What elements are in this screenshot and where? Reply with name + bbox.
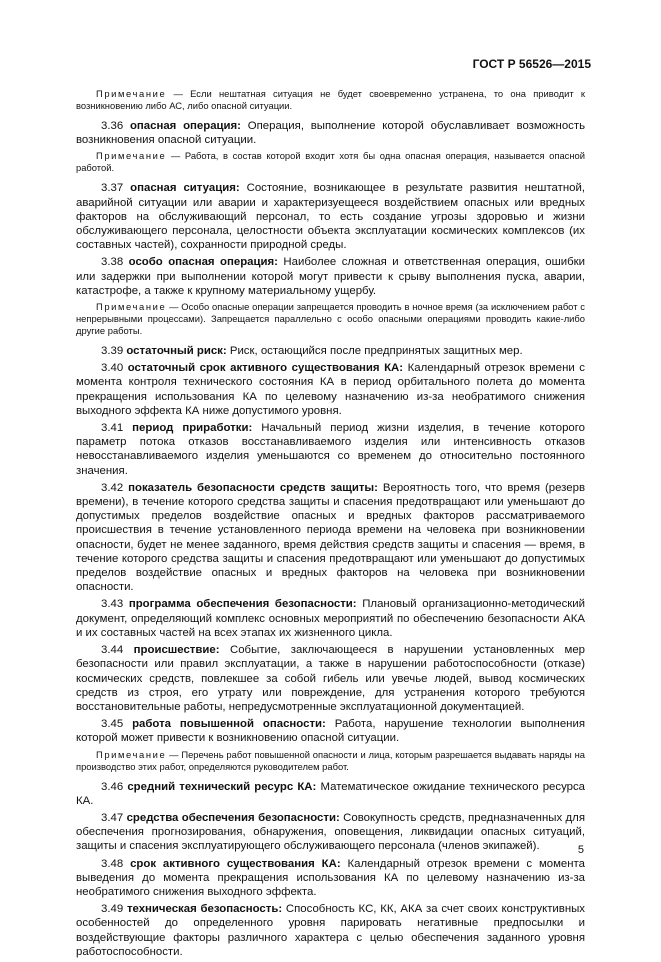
term-definition: [76, 811, 585, 854]
term-name: показатель безопасности средств защиты:: [128, 481, 378, 494]
note-label: Примечание: [96, 301, 167, 313]
note-text: — Если нештатная ситуация не будет своевременно устранена, то она приводит к возникновению либо АС, либо опасной ситуации.: [76, 88, 585, 111]
term-text: Плановый организационно-методический документ, определяющий комплекс основных мероприятий по обеспечению безопасности АКА и их составных частей на всех этапах их жизненного цикла.: [76, 598, 585, 639]
term-text: Начальный период жизни изделия, в течение которого параметр потока отказов восстанавливаемого изделия или интенсивность отказов невосстанавливаемого изделия уменьшаются со временем до относительно постоянного значения.: [76, 422, 586, 477]
note-label: Примечание: [96, 150, 167, 162]
term-name: происшествие:: [133, 644, 220, 657]
term-definition: [76, 717, 585, 745]
note-text: — Перечень работ повышенной опасности и лица, которым разрешается выдавать наряды на производство этих работ, определяются руководителем работ.: [76, 748, 585, 772]
note-paragraph: [76, 301, 585, 337]
term-definition: [76, 119, 585, 147]
note-label: Примечание: [96, 748, 167, 760]
term-number: 3.49: [101, 903, 124, 916]
term-number: 3.48: [101, 857, 124, 870]
term-number: 3.46: [101, 780, 124, 793]
page-number: 5: [577, 844, 584, 856]
document-id: ГОСТ Р 56526—2015: [472, 57, 591, 71]
term-number: 3.47: [101, 811, 124, 824]
term-text: Риск, остающийся после предпринятых защитных мер.: [226, 345, 523, 358]
document-body: [76, 88, 585, 962]
term-name: особо опасная операция:: [128, 256, 278, 269]
term-definition: [76, 481, 585, 595]
term-text: Состояние, возникающее в результате развития нештатной, аварийной ситуации или аварии и характеризуещееся воздействием опасных или вредных факторов на обслуживающий персонал, то есть создание угрозы здоровью и жизни обслуживающего персонала, целостности объекта эксплуатации космических комплексов (их составных частей), сохранности природной среды.: [76, 182, 585, 252]
term-number: 3.45: [101, 718, 124, 731]
term-number: 3.43: [101, 598, 124, 611]
term-text: Календарный отрезок времени с момента контроля технического состояния КА в период орбитального полета до момента прекращения использования КА по целевому назначению из-за необратимого снижения выходного эффекта КА ниже допустимого уровня.: [76, 362, 585, 417]
term-name: средства обеспечения безопасности:: [126, 811, 340, 824]
note-text: — Работа, в состав которой входит хотя бы одна опасная операция, называется опасной работой.: [76, 150, 585, 174]
term-text: Математическое ожидание технического ресурса КА.: [76, 780, 586, 807]
note-label: Примечание: [96, 88, 167, 99]
term-name: опасная операция:: [129, 120, 241, 132]
term-number: 3.36: [101, 120, 124, 132]
term-name: срок активного существования КА:: [130, 857, 341, 870]
term-definition: [76, 902, 585, 959]
term-definition: [76, 780, 585, 808]
term-text: Операция, выполнение которой обуславливает возможность возникновения опасной ситуации.: [76, 120, 585, 147]
term-definition: [76, 597, 585, 640]
term-name: остаточный срок активного существования КА:: [127, 362, 404, 375]
term-definition: [76, 255, 585, 298]
term-definition: [76, 421, 585, 478]
note-paragraph: [76, 150, 585, 174]
term-number: 3.38: [101, 256, 124, 269]
term-definition: [76, 361, 585, 418]
term-text: Событие, заключающееся в нарушении установленных мер безопасности или правил эксплуатации, а также в нарушении работоспособности (отказе) космических средств, повлекшее за собой гибель или увечье людей, вывод космических средств из строя, его утрату или повреждение, для устранения которого требуются восстановительные работы, непредусмотренные эксплуатационной документацией.: [76, 644, 586, 713]
term-definition: [76, 643, 585, 714]
term-number: 3.42: [101, 481, 124, 494]
note-paragraph: [76, 749, 585, 773]
term-text: Совокупность средств, предназначенных для обеспечения прогнозирования, обнаружения, оповещения, ликвидации опасных ситуаций, защиты и спасения эксплуатирующего обслуживающего персонала (членов экипажей).: [76, 811, 585, 853]
term-name: техническая безопасность:: [126, 903, 283, 916]
term-definition: [76, 857, 585, 900]
term-text: Календарный отрезок времени с момента выведения до момента прекращения использования КА по целевому назначению из-за необратимого снижения выходного эффекта.: [76, 857, 585, 898]
term-name: остаточный риск:: [126, 345, 227, 358]
term-definition: [76, 181, 585, 252]
term-definition: [76, 344, 585, 358]
term-name: период приработки:: [132, 422, 253, 435]
term-text: Наиболее сложная и ответственная операция, ошибки или задержки при выполнении которой могут привести к срыву выполнения пуска, аварии, катастрофе, а также к крупному материальному ущербу.: [76, 256, 586, 297]
term-number: 3.39: [101, 345, 124, 358]
term-number: 3.44: [101, 644, 124, 657]
term-name: работа повышенной опасности:: [132, 718, 326, 731]
term-number: 3.37: [101, 182, 124, 195]
term-name: опасная ситуация:: [130, 182, 240, 195]
term-number: 3.40: [101, 362, 124, 375]
term-name: средний технический ресурс КА:: [127, 780, 317, 793]
term-number: 3.41: [101, 422, 124, 435]
term-name: программа обеспечения безопасности:: [128, 598, 357, 611]
term-text: Работа, нарушение технологии выполнения которой может привести к возникновению опасной ситуации.: [76, 718, 585, 745]
note-paragraph: [76, 88, 585, 112]
term-text: Вероятность того, что время (резерв времени), в течение которого средства защиты и спасения предотвращают или уменьшают до допустимых пределов воздействие опасных и вредных факторов рассматриваемого происшествия в течение установленного периода времени на человека при возникновении опасности, будет не менее заданного, время действия средств защиты и спасения — время, в течение которого средства защиты и спасения предотвращают или уменьшают до допустимых пределов воздействие опасных и вредных факторов на человека при возникновении опасности.: [76, 481, 585, 594]
term-text: Способность КС, КК, АКА за счет своих конструктивных особенностей до определенного уровня парировать негативные предпосылки и воздействующие факторы различного характера с целью обеспечения заданного уровня работоспособности.: [76, 903, 585, 958]
note-text: — Особо опасные операции запрещается проводить в ночное время (за исключением работ с непрерывными процессами). Запрещается параллельно с особо опасными операциями проводить какие-либо другие работы.: [76, 301, 585, 337]
